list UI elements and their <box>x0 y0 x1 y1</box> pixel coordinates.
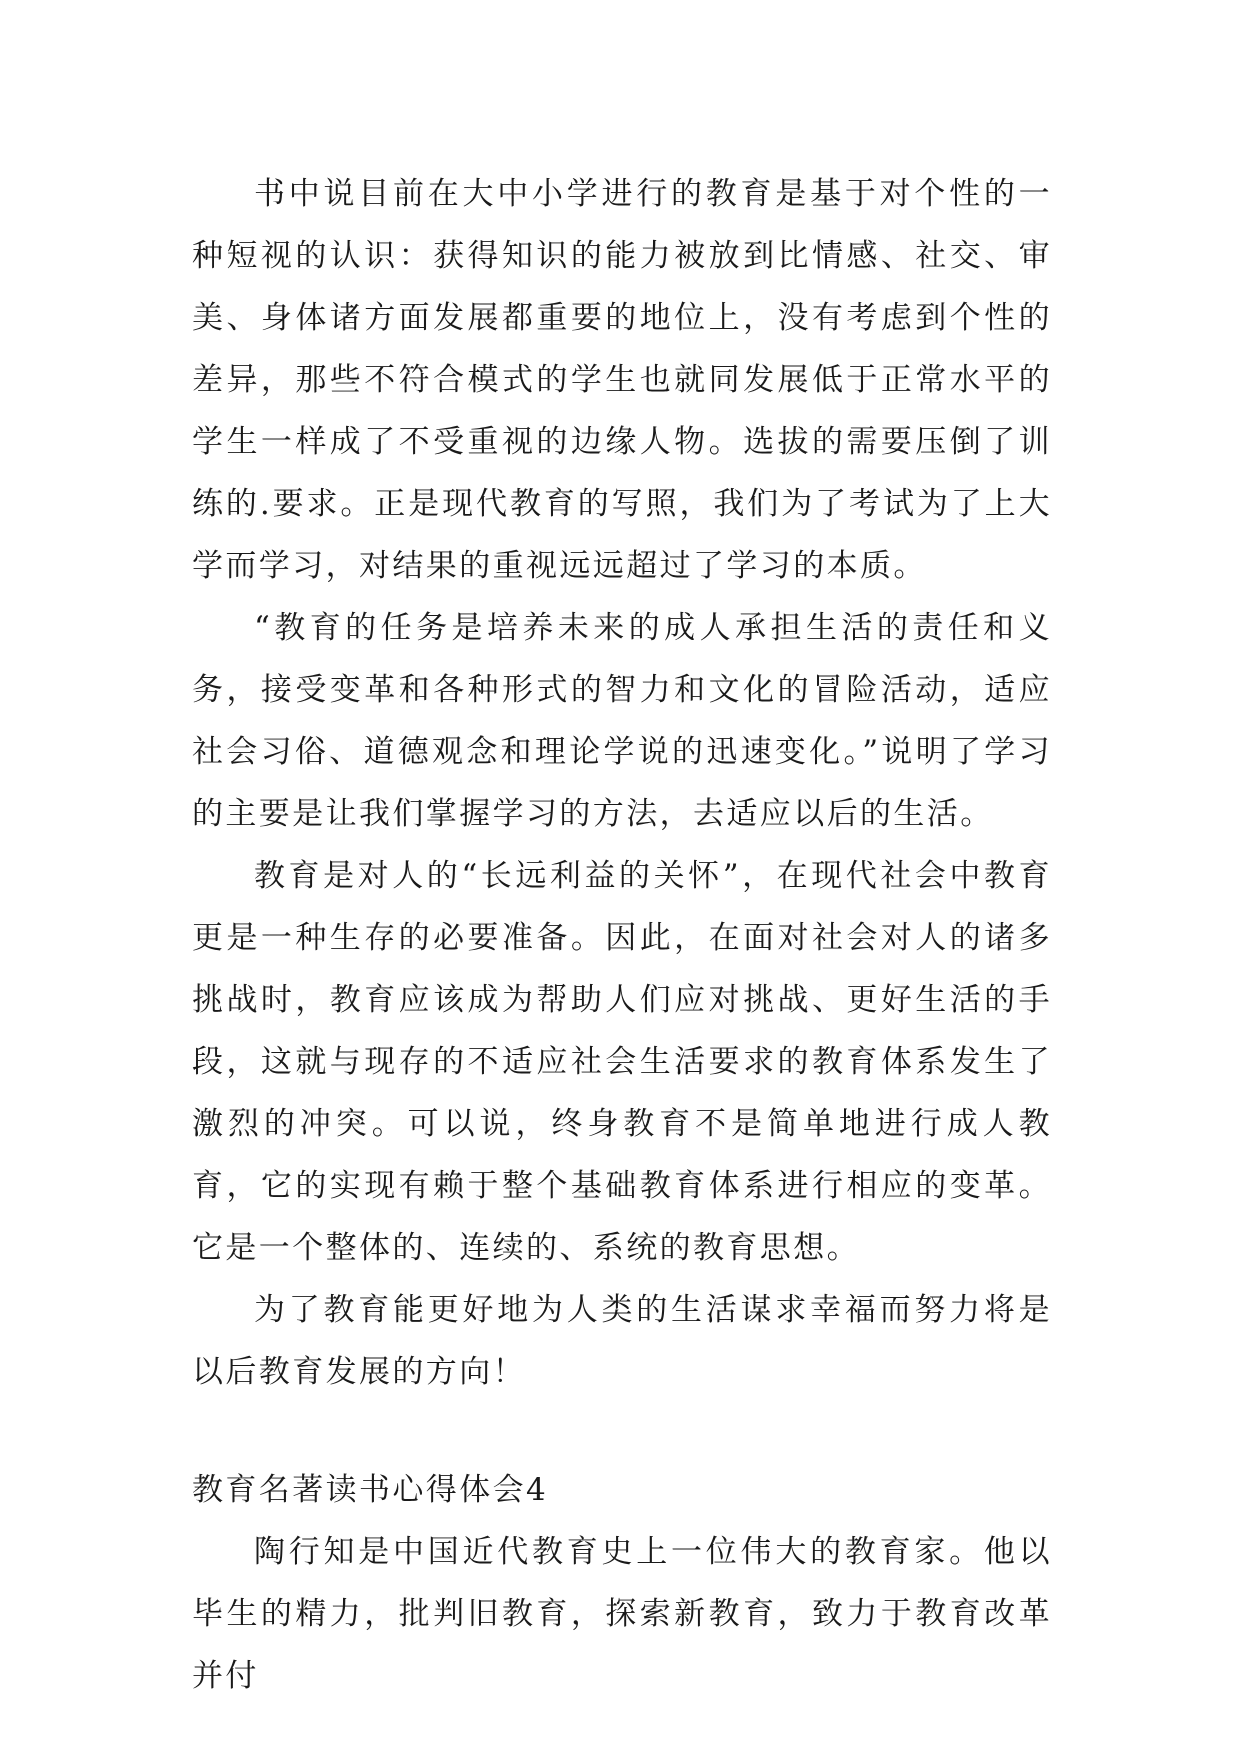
document-body <box>192 163 1052 1707</box>
paragraph-education-individuality: 书中说目前在大中小学进行的教育是基于对个性的一种短视的认识：获得知识的能力被放到比情感、社交、审美、身体诸方面发展都重要的地位上，没有考虑到个性的差异，那些不符合模式的学生也就同发展低于正常水平的学生一样成了不受重视的边缘人物。选拔的需要压倒了训练的.要求。正是现代教育的写照，我们为了考试为了上大学而学习，对结果的重视远远超过了学习的本质。 <box>192 176 1052 584</box>
paragraph-tao-xingzhi: 陶行知是中国近代教育史上一位伟大的教育家。他以毕生的精力，批判旧教育，探索新教育，致力于教育改革并付 <box>192 1534 1052 1694</box>
paragraph-education-future: 为了教育能更好地为人类的生活谋求幸福而努力将是以后教育发展的方向！ <box>192 1292 1052 1390</box>
section-heading: 教育名著读书心得体会4 <box>192 1472 549 1508</box>
paragraph-lifelong-education: 教育是对人的“长远利益的关怀”，在现代社会中教育更是一种生存的必要准备。因此，在面对社会对人的诸多挑战时，教育应该成为帮助人们应对挑战、更好生活的手段，这就与现存的不适应社会生活要求的教育体系发生了激烈的冲突。可以说，终身教育不是简单地进行成人教育，它的实现有赖于整个基础教育体系进行相应的变革。它是一个整体的、连续的、系统的教育思想。 <box>192 858 1052 1266</box>
paragraph-education-task-quote: “教育的任务是培养未来的成人承担生活的责任和义务，接受变革和各种形式的智力和文化的冒险活动，适应社会习俗、道德观念和理论学说的迅速变化。”说明了学习的主要是让我们掌握学习的方法，去适应以后的生活。 <box>192 610 1052 832</box>
